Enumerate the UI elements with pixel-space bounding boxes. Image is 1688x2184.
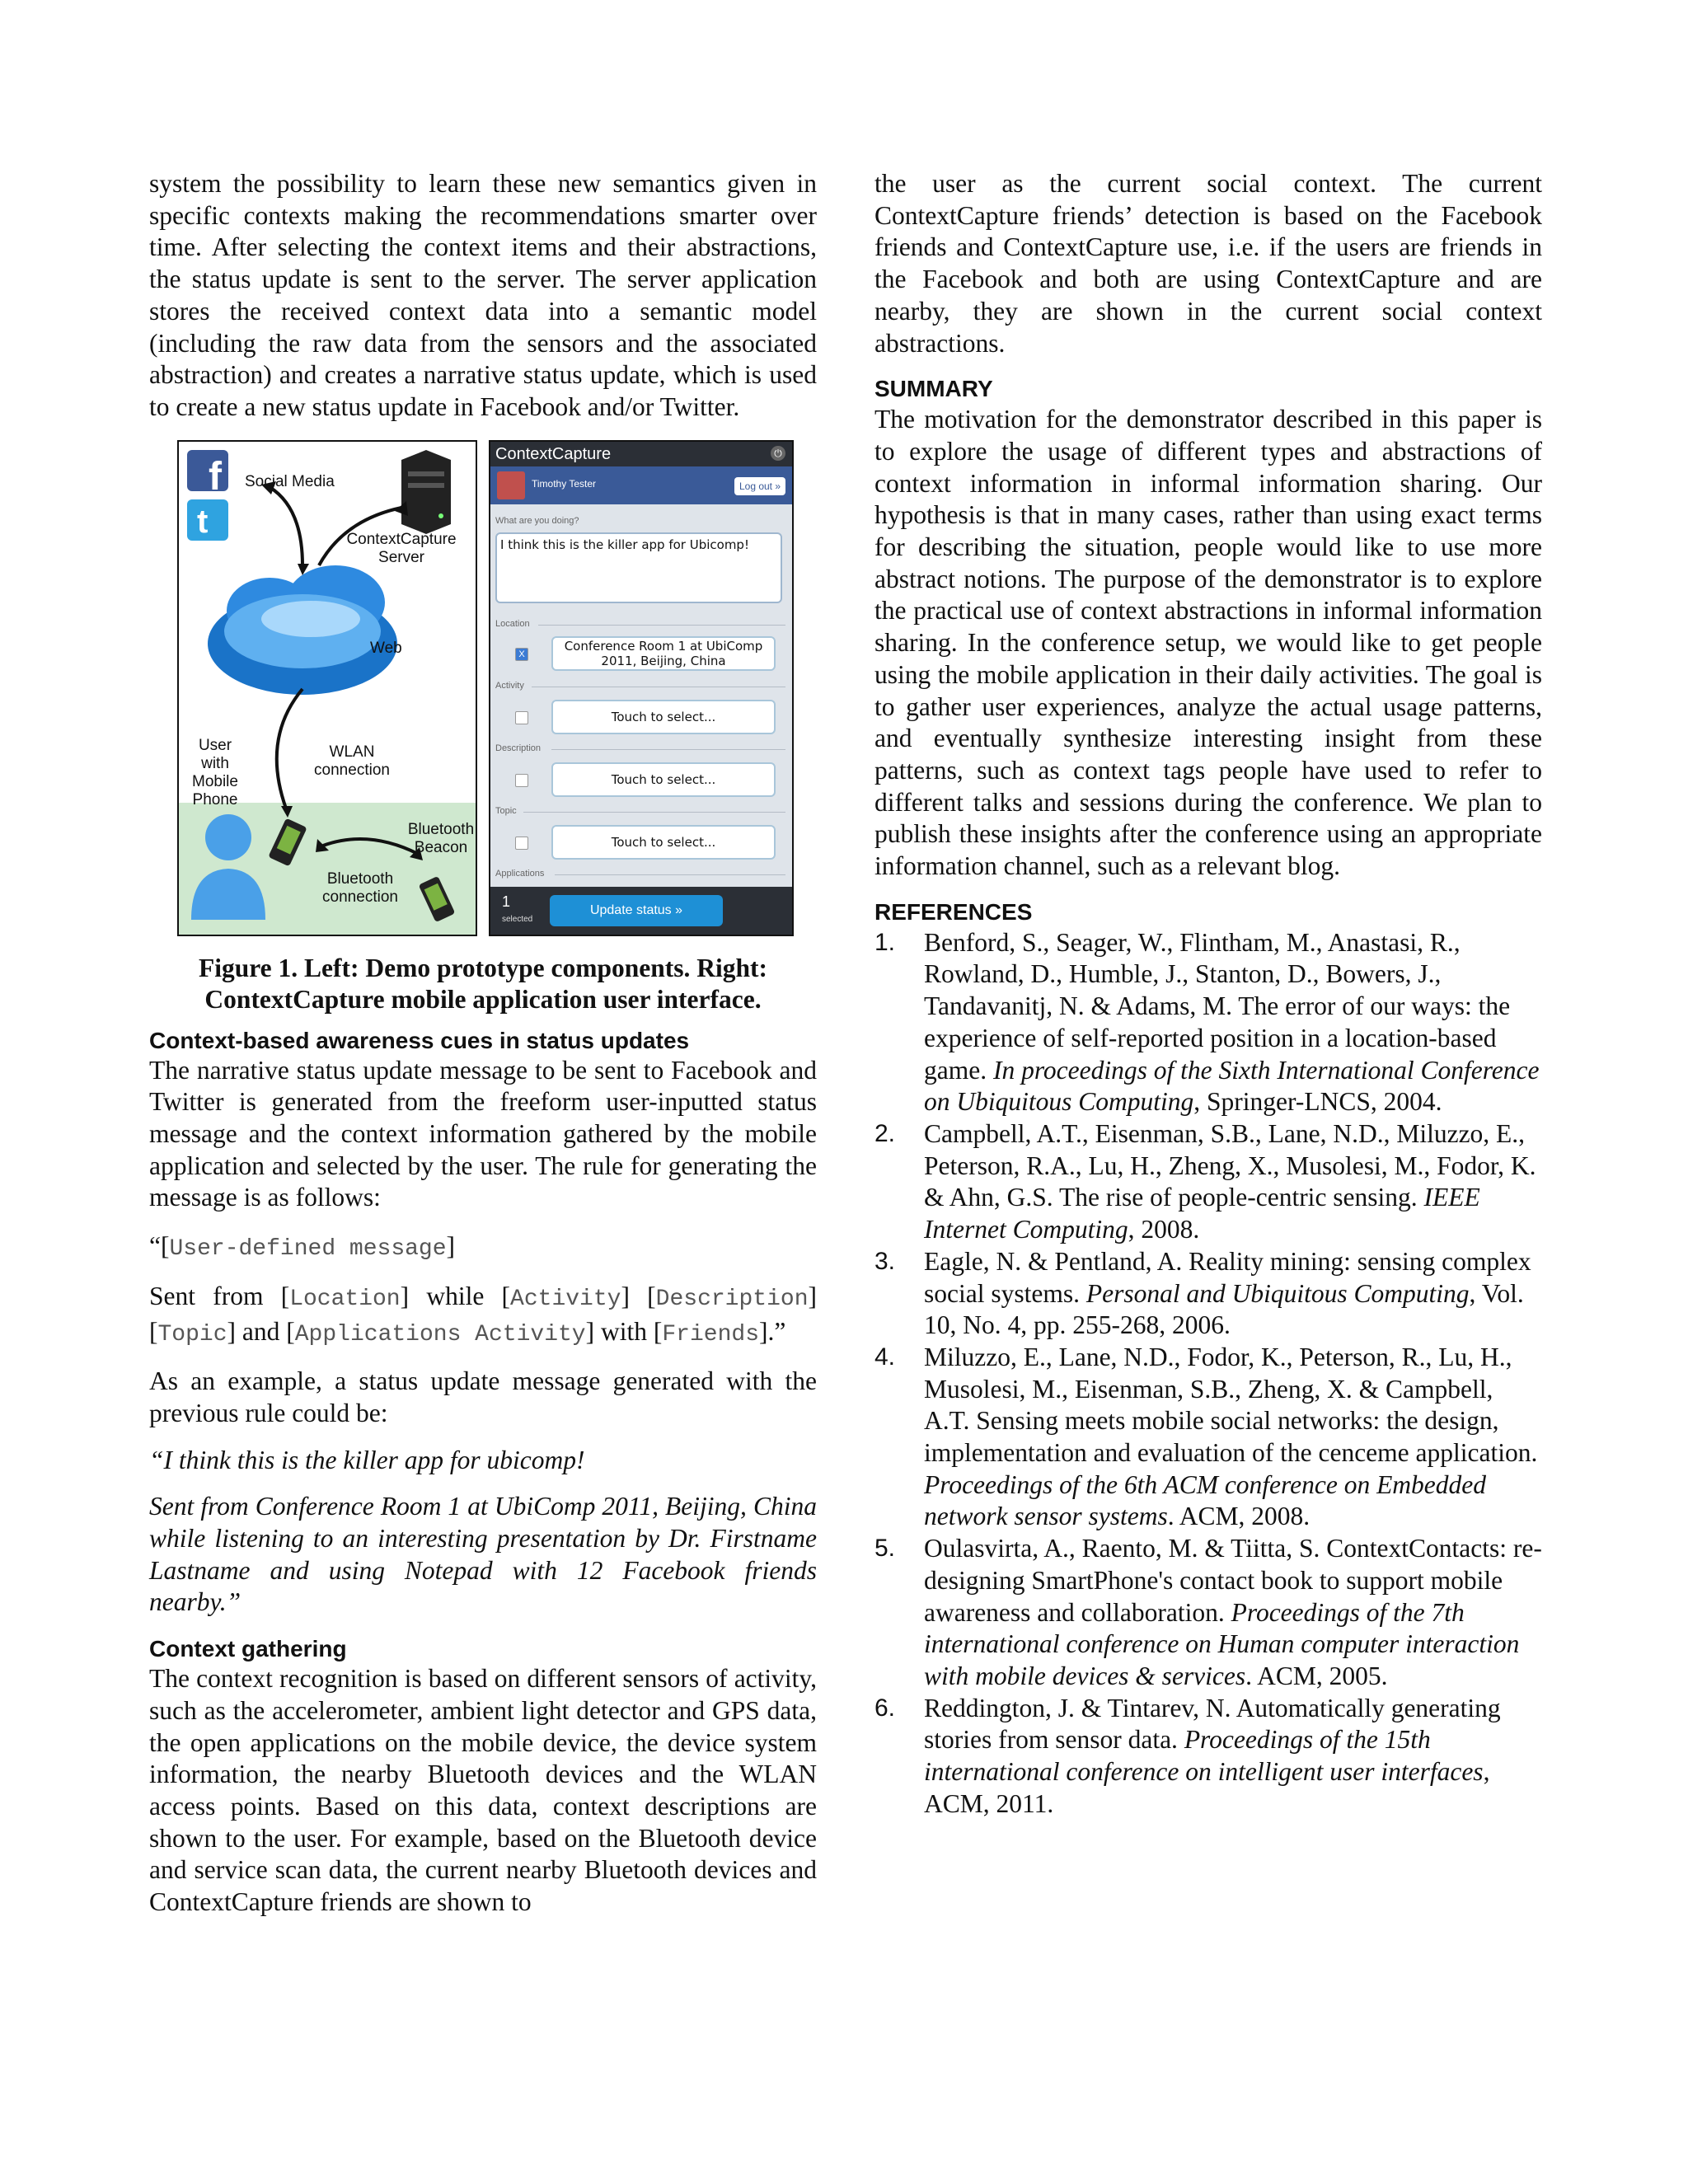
selected-count: 1 <box>502 893 511 910</box>
divider <box>555 874 785 875</box>
left-column <box>149 168 817 1919</box>
rule-end: ].” <box>759 1316 786 1346</box>
rule-user-message: User-defined message <box>169 1236 447 1263</box>
divider <box>523 812 785 813</box>
rule-text: and <box>236 1316 287 1346</box>
rule-quote: “[ <box>149 1231 170 1261</box>
rule-activity: Activity <box>510 1286 621 1312</box>
rule-location: Location <box>289 1286 401 1312</box>
location-field[interactable]: Conference Room 1 at UbiComp 2011, Beijing, China <box>551 636 776 671</box>
summary-paragraph: The motivation for the demonstrator described in this paper is to explore the usage of different types and abstractions of context information in informal information sharing. Our hypothesis is that in many cases, rather than using exact terms for describing the situation, people would like to use more abstract notions. The purpose of the demonstrator is to explore the practical use of context abstractions in informal information sharing. In the conference setup, we would like to get people using the mobile application in their daily activities. The goal is to gather user experiences, analyze the actual usage patterns, and eventually synthesize interesting insight from these patterns, such as context tags people have used to refer to different talks and sessions during the conference. We plan to publish these insights after the conference using an appropriate information channel, such as a relevant blog. <box>874 405 1542 881</box>
figure-1 <box>149 440 817 935</box>
right-column <box>874 168 1542 1820</box>
references-list <box>874 927 1542 1821</box>
server-icon <box>401 450 451 534</box>
web-label: Web <box>370 639 402 657</box>
user-bar <box>490 466 792 504</box>
activity-checkbox[interactable] <box>515 711 528 724</box>
bluetooth-connection-label: Bluetooth connection <box>322 869 398 906</box>
divider <box>538 625 785 626</box>
reference-item: 3. Eagle, N. & Pentland, A. Reality mining: sensing complex social systems. Personal and Ubiquitous Computing, Vol. 10, No. 4, pp. 255-268, 2006. <box>874 1246 1531 1340</box>
twitter-icon <box>187 499 228 541</box>
summary-heading: SUMMARY <box>874 376 993 402</box>
svg-text:f: f <box>209 454 222 499</box>
reference-item: 4. Miluzzo, E., Lane, N.D., Fodor, K., Peterson, R., Lu, H., Musolesi, M., Eisenman, S.B., Zheng, X. & Campbell, A.T. Sensing meets mobile social networks: the design, implementation and evaluation of the cenceme application. Proceedings of the 6th ACM conference on Embedded network sensor systems. ACM, 2008. <box>874 1342 1538 1531</box>
topic-field[interactable]: Touch to select... <box>551 825 776 860</box>
facebook-icon <box>187 450 228 499</box>
status-textarea[interactable]: I think this is the killer app for Ubicomp! <box>495 532 782 603</box>
status-prompt: What are you doing? <box>495 515 579 526</box>
user-label: User with Mobile Phone <box>192 736 238 808</box>
reference-item: 5. Oulasvirta, A., Raento, M. & Tiitta, S. ContextContacts: re-designing SmartPhone's contact book to support mobile awareness and collaboration. Proceedings of the 7th international conference on Human computer interaction with mobile devices & services. ACM, 2005. <box>874 1534 1542 1690</box>
app-title-bar <box>490 442 792 466</box>
reference-item: 1. Benford, S., Seager, W., Flintham, M., Anastasi, R., Rowland, D., Humble, J., Stanton, D., Bowers, J., Tandavanitj, N. & Adams, M. The error of our ways: the experience of self-reported position in a location-based game. In proceedings of the Sixth International Conference on Ubiquitous Computing, Springer-LNCS, 2004. <box>874 927 1540 1117</box>
mobile-phone-icon <box>268 818 307 866</box>
rule-text: while <box>409 1281 502 1310</box>
rule-friends: Friends <box>662 1321 759 1347</box>
selected-label: selected <box>502 914 533 924</box>
continuation-paragraph: the user as the current social context. The current ContextCapture friends’ detection is based on the Facebook friends and ContextCapture use, i.e. if the users are friends in the Facebook and both are using ContextCapture and are nearby, they are shown in the current social context abstractions. <box>874 169 1542 358</box>
activity-label: Activity <box>495 680 524 691</box>
example-intro: As an example, a status update message generated with the previous rule could be: <box>149 1366 817 1427</box>
prototype-diagram <box>177 440 477 936</box>
power-icon: ⏻ <box>771 446 785 461</box>
topic-checkbox[interactable] <box>515 837 528 850</box>
rule-topic: Topic <box>157 1321 227 1347</box>
rule-line-2: Sent from [Location] while [Activity] [Description] [Topic] and [Applications Activity] with [Friends].” <box>149 1281 818 1347</box>
description-checkbox[interactable] <box>515 774 528 787</box>
reference-item: 6. Reddington, J. & Tintarev, N. Automatically generating stories from sensor data. Proceedings of the 15th international conference on intelligent user interfaces, ACM, 2011. <box>874 1693 1501 1818</box>
social-media-label: Social Media <box>245 472 335 490</box>
beacon-label: Bluetooth Beacon <box>407 820 475 856</box>
description-label: Description <box>495 743 542 753</box>
wlan-label: WLAN connection <box>314 743 390 779</box>
user-avatar-icon <box>191 814 265 920</box>
rule-text: with <box>594 1316 654 1346</box>
activity-field[interactable]: Touch to select... <box>551 700 776 734</box>
rule-bracket: ] <box>446 1231 456 1261</box>
example-line-1: “I think this is the killer app for ubicomp! <box>149 1445 585 1474</box>
section-paragraph-context-gathering: The context recognition is based on different sensors of activity, such as the accelerometer, ambient light detector and GPS data, the open applications on the mobile device, the device system information, the nearby Bluetooth devices and the WLAN access points. Based on this data, context descriptions are shown to the user. For example, based on the Bluetooth device and service scan data, the current nearby Bluetooth devices and ContextCapture friends are shown to <box>149 1664 817 1917</box>
rule-description: Description <box>655 1286 809 1312</box>
user-avatar <box>497 471 525 499</box>
beacon-phone-icon <box>419 875 456 921</box>
diagram-graphics <box>179 442 476 935</box>
intro-paragraph: system the possibility to learn these new semantics given in specific contexts making the recommendations smarter over time. After selecting the context items and their abstractions, the status update is sent to the server. The server application stores the received context data into a semantic model (including the raw data from the sensors and the associated abstraction) and creates a narrative status update, which is used to create a new status update in Facebook and/or Twitter. <box>149 169 817 421</box>
location-checkbox[interactable]: X <box>515 648 528 661</box>
divider <box>551 749 785 750</box>
user-name: Timothy Tester <box>532 477 597 490</box>
example-line-2: Sent from Conference Room 1 at UbiComp 2011, Beijing, China while listening to an interesting presentation by Dr. Firstname Lastname and using Notepad with 12 Facebook friends nearby.” <box>149 1492 817 1617</box>
section-paragraph-context-cues: The narrative status update message to be sent to Facebook and Twitter is generated from the freeform user-inputted status message and the context information gathered by the mobile application and selected by the user. The rule for generating the message is as follows: <box>149 1055 817 1212</box>
section-heading-context-cues: Context-based awareness cues in status updates <box>149 1027 690 1053</box>
update-status-button[interactable]: Update status » <box>550 895 723 926</box>
section-heading-context-gathering: Context gathering <box>149 1636 347 1662</box>
figure-caption: Figure 1. Left: Demo prototype components. Right: ContextCapture mobile application user interface. <box>198 953 767 1014</box>
svg-text:t: t <box>197 503 209 540</box>
logout-button[interactable]: Log out » <box>734 477 785 495</box>
app-title: ContextCapture <box>495 444 612 463</box>
references-heading: REFERENCES <box>874 898 1033 925</box>
description-field[interactable]: Touch to select... <box>551 762 776 797</box>
reference-item: 2. Campbell, A.T., Eisenman, S.B., Lane, N.D., Miluzzo, E., Peterson, R.A., Lu, H., Zheng, X., Musolesi, M., Fodor, K. & Ahn, G.S. The rise of people-centric sensing. IEEE Internet Computing, 2008. <box>874 1118 1536 1244</box>
rule-applications: Applications Activity <box>294 1321 586 1347</box>
app-screenshot <box>489 440 794 936</box>
server-label: ContextCapture Server <box>346 530 457 566</box>
topic-label: Topic <box>495 805 517 816</box>
rule-line-1 <box>149 1230 817 1266</box>
rule-text: Sent from <box>149 1281 281 1310</box>
cloud-icon <box>208 565 397 695</box>
applications-label: Applications <box>495 868 545 879</box>
bottom-bar <box>490 887 792 935</box>
location-label: Location <box>495 618 530 629</box>
